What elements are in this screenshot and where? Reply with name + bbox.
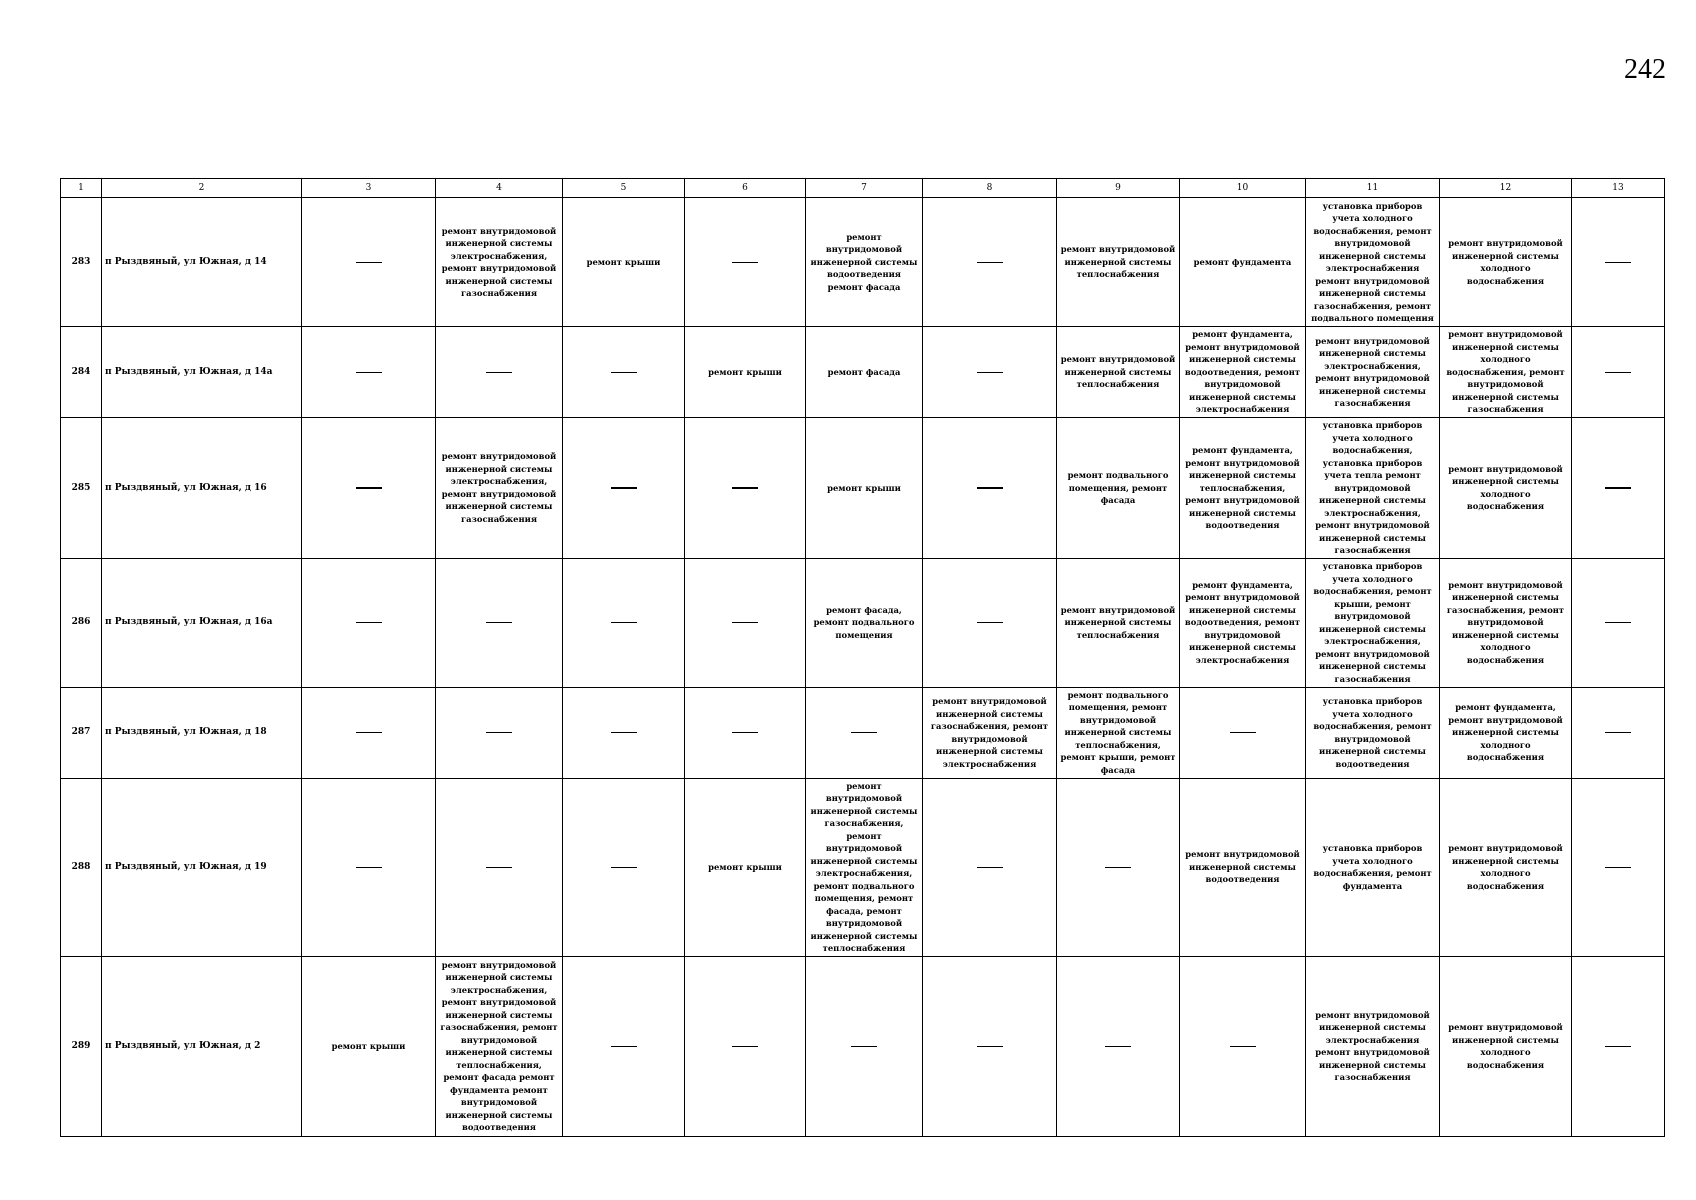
empty-dash — [356, 867, 382, 868]
table-cell: ремонт фундамента, ремонт внутридомовой инженерной системы водоотведения, ремонт внутридомовой инженерной системы электроснабжения — [1180, 327, 1306, 418]
table-cell: ремонт фасада, ремонт подвального помещения — [806, 558, 923, 687]
row-number: 283 — [61, 198, 102, 327]
table-cell — [563, 778, 685, 956]
table-cell — [806, 687, 923, 778]
table-cell: установка приборов учета холодного водоснабжения, ремонт фундамента — [1306, 778, 1440, 956]
table-cell — [685, 418, 806, 559]
empty-dash — [732, 262, 758, 263]
column-number: 5 — [563, 179, 685, 198]
table-cell — [1572, 778, 1665, 956]
table-cell: ремонт внутридомовой инженерной системы электроснабжения, ремонт внутридомовой инженерной системы газоснабжения — [436, 198, 563, 327]
table-cell: ремонт внутридомовой инженерной системы газоснабжения, ремонт внутридомовой инженерной системы холодного водоснабжения — [1440, 558, 1572, 687]
table-cell: ремонт внутридомовой инженерной системы водоотведения ремонт фасада — [806, 198, 923, 327]
table-cell — [302, 778, 436, 956]
page-number: 242 — [1624, 54, 1666, 85]
table-cell: ремонт внутридомовой инженерной системы теплоснабжения — [1057, 327, 1180, 418]
table-cell: ремонт фундамента, ремонт внутридомовой инженерной системы теплоснабжения, ремонт внутридомовой инженерной системы водоотведения — [1180, 418, 1306, 559]
table-cell — [923, 418, 1057, 559]
table-cell — [1057, 956, 1180, 1136]
row-number: 287 — [61, 687, 102, 778]
table-row — [61, 198, 1665, 327]
row-address: п Рыздвяный, ул Южная, д 14 — [102, 198, 302, 327]
empty-dash — [977, 1046, 1003, 1047]
empty-dash — [356, 372, 382, 373]
empty-dash — [851, 1046, 877, 1047]
empty-dash — [486, 732, 512, 733]
table-cell — [923, 198, 1057, 327]
table-cell: ремонт внутридомовой инженерной системы холодного водоснабжения, ремонт внутридомовой инженерной системы газоснабжения — [1440, 327, 1572, 418]
column-number: 10 — [1180, 179, 1306, 198]
empty-dash — [486, 867, 512, 868]
row-number: 289 — [61, 956, 102, 1136]
table-cell: ремонт внутридомовой инженерной системы электроснабжения, ремонт внутридомовой инженерной системы газоснабжения, ремонт внутридомовой инженерной системы теплоснабжения, ремонт фасада ремонт фундамента ремонт внутридомовой инженерной системы водоотведения — [436, 956, 563, 1136]
table-cell — [1180, 687, 1306, 778]
table-cell: ремонт крыши — [685, 327, 806, 418]
table-cell — [436, 558, 563, 687]
table-cell — [923, 956, 1057, 1136]
empty-dash — [356, 487, 382, 488]
empty-dash — [977, 262, 1003, 263]
empty-dash — [851, 732, 877, 733]
empty-dash — [611, 622, 637, 623]
column-number: 7 — [806, 179, 923, 198]
table-cell: ремонт внутридомовой инженерной системы электроснабжения ремонт внутридомовой инженерной системы газоснабжения — [1306, 956, 1440, 1136]
table-cell — [685, 558, 806, 687]
table-cell: ремонт фундамента, ремонт внутридомовой инженерной системы холодного водоснабжения — [1440, 687, 1572, 778]
table-cell: ремонт крыши — [806, 418, 923, 559]
table-cell: ремонт внутридомовой инженерной системы холодного водоснабжения — [1440, 198, 1572, 327]
empty-dash — [1605, 622, 1631, 623]
table-cell: ремонт фундамента, ремонт внутридомовой инженерной системы водоотведения, ремонт внутридомовой инженерной системы электроснабжения — [1180, 558, 1306, 687]
row-address: п Рыздвяный, ул Южная, д 16а — [102, 558, 302, 687]
table-cell: ремонт крыши — [685, 778, 806, 956]
empty-dash — [486, 372, 512, 373]
table-cell — [1572, 687, 1665, 778]
row-address: п Рыздвяный, ул Южная, д 16 — [102, 418, 302, 559]
empty-dash — [732, 487, 758, 488]
table-cell — [923, 778, 1057, 956]
column-number: 12 — [1440, 179, 1572, 198]
table-cell: ремонт крыши — [302, 956, 436, 1136]
empty-dash — [1230, 1046, 1256, 1047]
empty-dash — [611, 732, 637, 733]
table-row — [61, 778, 1665, 956]
table-cell — [302, 418, 436, 559]
empty-dash — [356, 262, 382, 263]
table-row — [61, 558, 1665, 687]
table-cell: ремонт внутридомовой инженерной системы холодного водоснабжения — [1440, 418, 1572, 559]
table-row — [61, 418, 1665, 559]
table-row — [61, 956, 1665, 1136]
table-cell: ремонт внутридомовой инженерной системы электроснабжения, ремонт внутридомовой инженерной системы газоснабжения — [1306, 327, 1440, 418]
table-cell — [302, 558, 436, 687]
column-number: 11 — [1306, 179, 1440, 198]
table-cell — [1572, 198, 1665, 327]
empty-dash — [356, 732, 382, 733]
empty-dash — [611, 372, 637, 373]
table-cell — [1572, 558, 1665, 687]
empty-dash — [1605, 1046, 1631, 1047]
table-cell: ремонт внутридомовой инженерной системы теплоснабжения — [1057, 198, 1180, 327]
table-cell: ремонт внутридомовой инженерной системы холодного водоснабжения — [1440, 956, 1572, 1136]
row-address: п Рыздвяный, ул Южная, д 2 — [102, 956, 302, 1136]
table-cell — [1180, 956, 1306, 1136]
table-cell — [436, 778, 563, 956]
table-cell: ремонт внутридомовой инженерной системы газоснабжения, ремонт внутридомовой инженерной системы электроснабжения — [923, 687, 1057, 778]
table-cell — [563, 418, 685, 559]
table-cell: установка приборов учета холодного водоснабжения, установка приборов учета тепла ремонт внутридомовой инженерной системы электроснабжения, ремонт внутридомовой инженерной системы газоснабжения — [1306, 418, 1440, 559]
empty-dash — [977, 622, 1003, 623]
empty-dash — [732, 732, 758, 733]
empty-dash — [977, 867, 1003, 868]
column-number: 13 — [1572, 179, 1665, 198]
table-cell: ремонт внутридомовой инженерной системы газоснабжения, ремонт внутридомовой инженерной системы электроснабжения, ремонт подвального помещения, ремонт фасада, ремонт внутридомовой инженерной системы теплоснабжения — [806, 778, 923, 956]
table-cell — [563, 327, 685, 418]
table-cell — [563, 687, 685, 778]
table-cell: установка приборов учета холодного водоснабжения, ремонт крыши, ремонт внутридомовой инженерной системы электроснабжения, ремонт внутридомовой инженерной системы газоснабжения — [1306, 558, 1440, 687]
empty-dash — [1605, 732, 1631, 733]
table-cell — [806, 956, 923, 1136]
table-cell — [685, 687, 806, 778]
table-cell: ремонт внутридомовой инженерной системы водоотведения — [1180, 778, 1306, 956]
table-cell — [563, 558, 685, 687]
column-number: 3 — [302, 179, 436, 198]
table-cell — [685, 198, 806, 327]
table-cell: ремонт фасада — [806, 327, 923, 418]
table-cell — [302, 198, 436, 327]
empty-dash — [1605, 262, 1631, 263]
table-cell — [923, 558, 1057, 687]
table-cell: ремонт фундамента — [1180, 198, 1306, 327]
table-cell: ремонт крыши — [563, 198, 685, 327]
empty-dash — [1105, 1046, 1131, 1047]
table-cell — [302, 687, 436, 778]
table-cell — [923, 327, 1057, 418]
table-cell — [436, 687, 563, 778]
table-cell: установка приборов учета холодного водоснабжения, ремонт внутридомовой инженерной системы водоотведения — [1306, 687, 1440, 778]
capital-repair-table — [60, 178, 1665, 1137]
empty-dash — [977, 372, 1003, 373]
column-number: 6 — [685, 179, 806, 198]
empty-dash — [1605, 487, 1631, 488]
table-cell: ремонт внутридомовой инженерной системы теплоснабжения — [1057, 558, 1180, 687]
empty-dash — [1605, 372, 1631, 373]
table-cell: ремонт внутридомовой инженерной системы электроснабжения, ремонт внутридомовой инженерной системы газоснабжения — [436, 418, 563, 559]
row-address: п Рыздвяный, ул Южная, д 18 — [102, 687, 302, 778]
table-row — [61, 687, 1665, 778]
row-address: п Рыздвяный, ул Южная, д 14а — [102, 327, 302, 418]
empty-dash — [1230, 732, 1256, 733]
table-cell — [1572, 418, 1665, 559]
column-number-row — [61, 179, 1665, 198]
row-address: п Рыздвяный, ул Южная, д 19 — [102, 778, 302, 956]
row-number: 284 — [61, 327, 102, 418]
column-number: 9 — [1057, 179, 1180, 198]
table-cell — [1572, 327, 1665, 418]
table-cell: ремонт внутридомовой инженерной системы холодного водоснабжения — [1440, 778, 1572, 956]
empty-dash — [611, 1046, 637, 1047]
empty-dash — [732, 622, 758, 623]
column-number: 2 — [102, 179, 302, 198]
empty-dash — [611, 867, 637, 868]
column-number: 1 — [61, 179, 102, 198]
empty-dash — [611, 487, 637, 488]
empty-dash — [1605, 867, 1631, 868]
row-number: 288 — [61, 778, 102, 956]
row-number: 285 — [61, 418, 102, 559]
table-row — [61, 327, 1665, 418]
empty-dash — [486, 622, 512, 623]
empty-dash — [977, 487, 1003, 488]
table-cell — [563, 956, 685, 1136]
table-cell — [1057, 778, 1180, 956]
table-cell: ремонт подвального помещения, ремонт фасада — [1057, 418, 1180, 559]
table-cell — [302, 327, 436, 418]
empty-dash — [1105, 867, 1131, 868]
column-number: 4 — [436, 179, 563, 198]
row-number: 286 — [61, 558, 102, 687]
table-cell — [685, 956, 806, 1136]
column-number: 8 — [923, 179, 1057, 198]
table-cell — [1572, 956, 1665, 1136]
table-cell — [436, 327, 563, 418]
empty-dash — [732, 1046, 758, 1047]
table-cell: установка приборов учета холодного водоснабжения, ремонт внутридомовой инженерной системы электроснабжения ремонт внутридомовой инженерной системы газоснабжения, ремонт подвального помещения — [1306, 198, 1440, 327]
empty-dash — [356, 622, 382, 623]
table-cell: ремонт подвального помещения, ремонт внутридомовой инженерной системы теплоснабжения, ремонт крыши, ремонт фасада — [1057, 687, 1180, 778]
